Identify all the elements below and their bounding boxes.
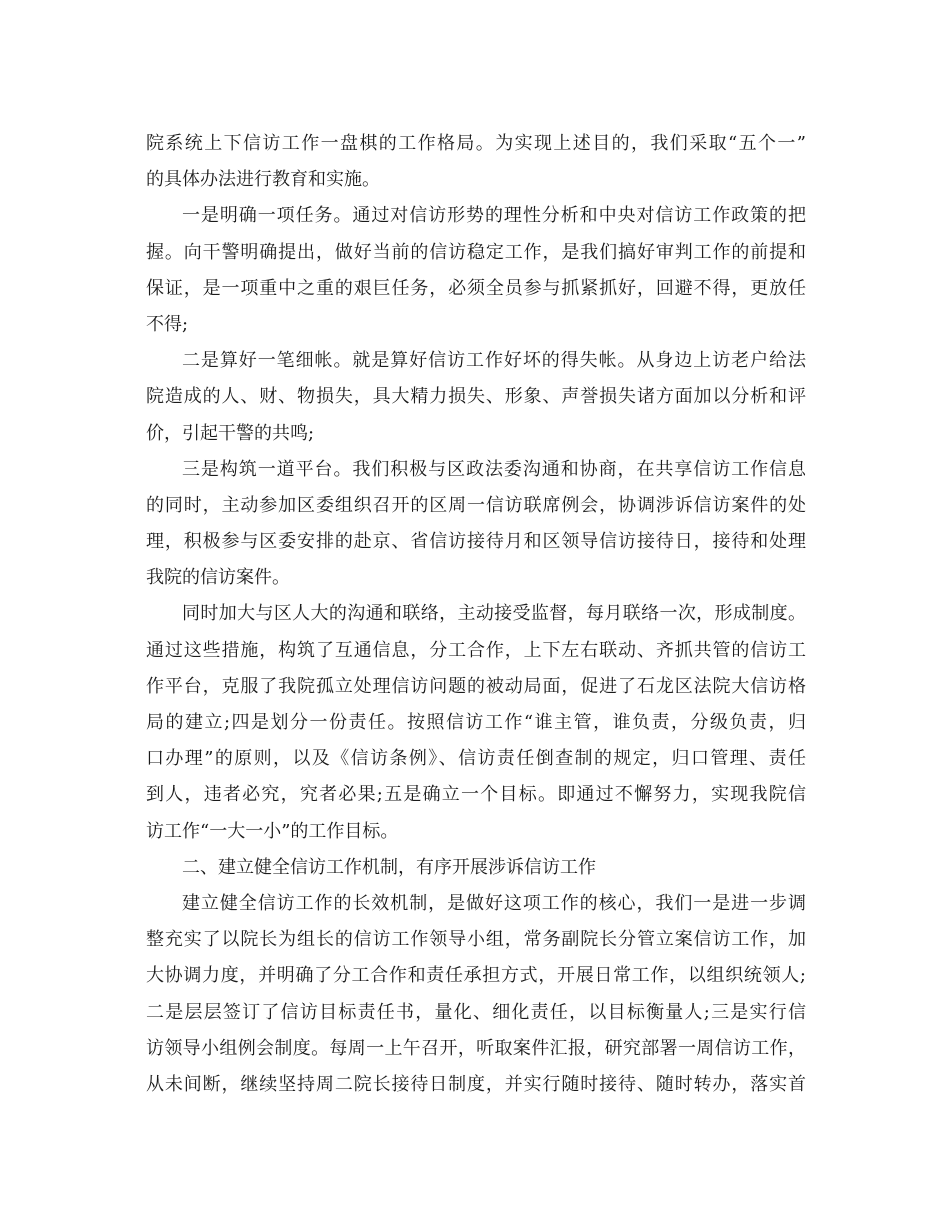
text-line: 同时加大与区人大的沟通和联络，主动接受监督，每月联络一次，形成制度。 <box>182 603 806 625</box>
text-line: 理，积极参与区委安排的赴京、省信访接待月和区领导信访接待日，接待和处理 <box>146 531 806 553</box>
text-line: 我院的信访案件。 <box>146 567 290 589</box>
text-line: 的同时，主动参加区委组织召开的区周一信访联席例会，协调涉诉信访案件的处 <box>146 494 806 516</box>
text-line: 大协调力度，并明确了分工合作和责任承担方式，开展日常工作，以组织统领人; <box>146 965 806 987</box>
text-line: 建立健全信访工作的长效机制，是做好这项工作的核心，我们一是进一步调 <box>182 892 806 914</box>
text-line: 二是算好一笔细帐。就是算好信访工作好坏的得失帐。从身边上访老户给法 <box>182 350 806 372</box>
text-line: 一是明确一项任务。通过对信访形势的理性分析和中央对信访工作政策的把 <box>182 205 806 227</box>
text-line: 保证，是一项重中之重的艰巨任务，必须全员参与抓紧抓好，回避不得，更放任 <box>146 277 806 299</box>
text-line: 三是构筑一道平台。我们积极与区政法委沟通和协商，在共享信访工作信息 <box>182 458 806 480</box>
text-line: 握。向干警明确提出，做好当前的信访稳定工作，是我们搞好审判工作的前提和 <box>146 241 806 263</box>
text-line: 的具体办法进行教育和实施。 <box>146 169 380 191</box>
text-line: 院造成的人、财、物损失，具大精力损失、形象、声誉损失诸方面加以分析和评 <box>146 386 806 408</box>
text-line: 从未间断，继续坚持周二院长接待日制度，并实行随时接待、随时转办，落实首 <box>146 1073 806 1095</box>
text-line: 局的建立;四是划分一份责任。按照信访工作“谁主管，谁负责，分级负责，归 <box>146 712 806 733</box>
text-line: 访工作“一大一小”的工作目标。 <box>146 820 399 842</box>
text-line: 到人，违者必究，究者必果;五是确立一个目标。即通过不懈努力，实现我院信 <box>146 784 806 806</box>
text-line: 口办理”的原则，以及《信访条例》、信访责任倒查制的规定，归口管理、责任 <box>146 748 806 770</box>
text-line: 不得; <box>146 313 189 335</box>
text-line: 整充实了以院长为组长的信访工作领导小组，常务副院长分管立案信访工作，加 <box>146 929 806 951</box>
text-line: 作平台，克服了我院孤立处理信访问题的被动局面，促进了石龙区法院大信访格 <box>146 675 806 697</box>
text-line: 二、建立健全信访工作机制，有序开展涉诉信访工作 <box>182 856 596 878</box>
text-line: 院系统上下信访工作一盘棋的工作格局。为实现上述目的，我们采取“五个一” <box>146 133 806 154</box>
text-line: 价，引起干警的共鸣; <box>146 422 315 444</box>
document-body <box>146 126 806 1103</box>
text-line: 二是层层签订了信访目标责任书，量化、细化责任，以目标衡量人;三是实行信 <box>146 1001 806 1023</box>
text-line: 访领导小组例会制度。每周一上午召开，听取案件汇报，研究部署一周信访工作， <box>146 1037 806 1059</box>
text-line: 通过这些措施，构筑了互通信息，分工合作，上下左右联动、齐抓共管的信访工 <box>146 639 806 661</box>
